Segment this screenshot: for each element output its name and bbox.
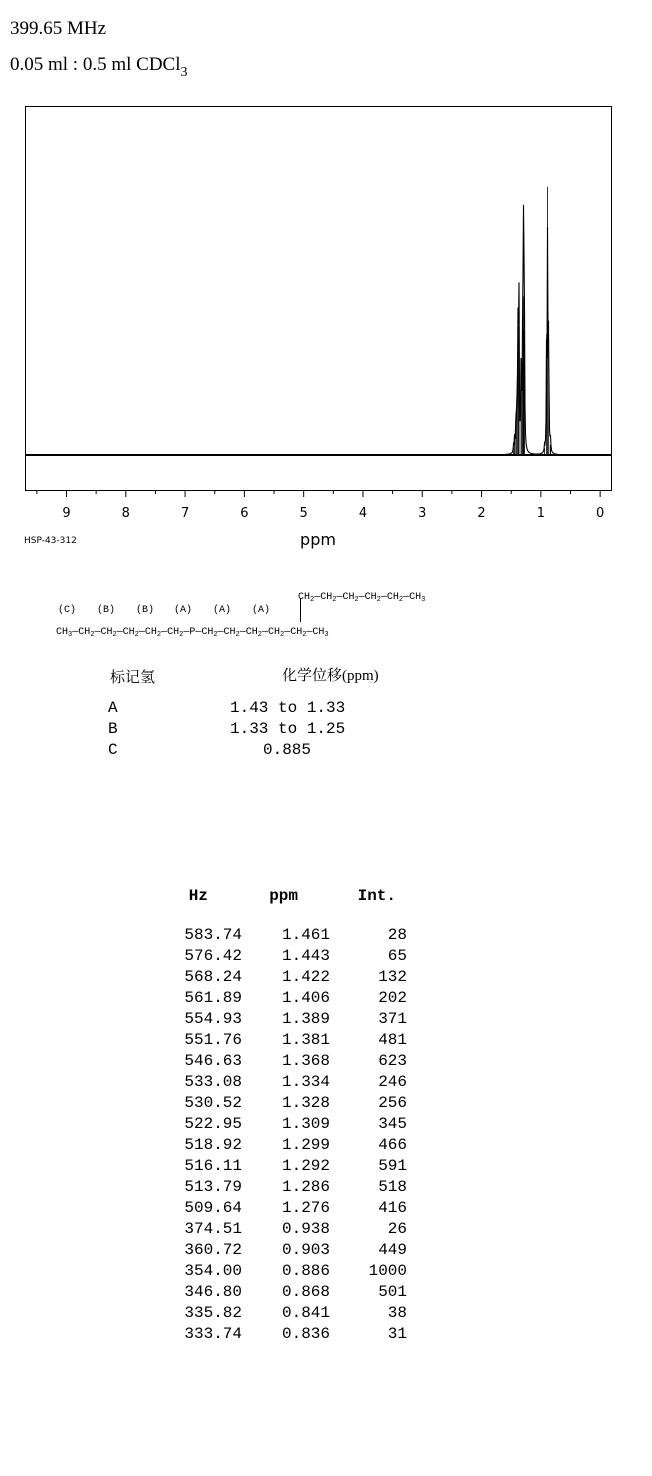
peak-row <box>168 1072 407 1093</box>
peak-row <box>168 1030 407 1051</box>
peak-ppm: 1.328 <box>281 1094 330 1112</box>
solvent-text: 0.05 ml : 0.5 ml CDCl <box>10 54 181 75</box>
assignment-shift: 1.43 to 1.33 <box>230 699 346 717</box>
hydrogen-labels <box>58 604 270 616</box>
peak-row <box>168 1303 407 1324</box>
peak-row <box>168 1240 407 1261</box>
peak-ppm: 1.406 <box>281 989 330 1007</box>
x-tick-label: 7 <box>180 506 190 521</box>
peak-int: 623 <box>378 1052 407 1070</box>
peak-ppm: 0.886 <box>281 1262 330 1280</box>
peak-ppm: 1.299 <box>281 1136 330 1154</box>
peak-hz: 530.52 <box>184 1094 242 1112</box>
assignment-row <box>108 699 345 717</box>
peak-int: 518 <box>378 1178 407 1196</box>
peak-int: 26 <box>387 1220 407 1238</box>
molecule-structure <box>0 0 652 650</box>
peak-int: 345 <box>378 1115 407 1133</box>
peak-int: 416 <box>378 1199 407 1217</box>
peak-ppm: 1.422 <box>281 968 330 986</box>
peak-row <box>168 925 407 946</box>
spectrometer-frequency: 399.65 MHz <box>10 18 107 39</box>
assignment-label: B <box>108 720 118 738</box>
label-b2: (B) <box>136 605 155 616</box>
peak-hz: 561.89 <box>184 989 242 1007</box>
label-a3: (A) <box>252 605 271 616</box>
peak-row <box>168 1114 407 1135</box>
assignment-row <box>108 741 311 759</box>
peak-ppm: 0.841 <box>281 1304 330 1322</box>
peak-ppm: 1.292 <box>281 1157 330 1175</box>
peak-hz: 533.08 <box>184 1073 242 1091</box>
main-chain: $CH_3—CH_2—CH_2—CH_2—CH_2—CH_2—P—CH_2—CH_2—CH_2—CH_2—CH_2—CH_3$ <box>56 627 329 639</box>
header-hz: Hz <box>188 887 208 905</box>
peak-int: 481 <box>378 1031 407 1049</box>
peak-row <box>168 1177 407 1198</box>
x-tick-label: 4 <box>358 506 368 521</box>
peak-hz: 333.74 <box>184 1325 242 1343</box>
peak-int: 591 <box>378 1157 407 1175</box>
peak-row <box>168 1051 407 1072</box>
assignment-label: C <box>108 741 118 759</box>
peak-int: 466 <box>378 1136 407 1154</box>
x-tick-label: 2 <box>477 506 486 521</box>
label-a1: (A) <box>174 605 193 616</box>
peak-row <box>168 1093 407 1114</box>
peak-row <box>168 1135 407 1156</box>
peak-int: 449 <box>378 1241 407 1259</box>
solvent-subscript: 3 <box>180 65 188 80</box>
peak-int: 246 <box>378 1073 407 1091</box>
x-tick-label: 6 <box>240 506 249 521</box>
label-c: (C) <box>58 605 77 616</box>
peak-hz: 335.82 <box>184 1304 242 1322</box>
peak-ppm: 0.903 <box>281 1241 330 1259</box>
peak-hz: 522.95 <box>184 1115 242 1133</box>
peak-hz: 583.74 <box>184 926 242 944</box>
upper-chain: $CH_2—CH_2—CH_2—CH_2—CH_2—CH_3$ <box>298 592 426 604</box>
peak-table <box>168 886 407 1345</box>
peak-row <box>168 1219 407 1240</box>
peak-int: 132 <box>378 968 407 986</box>
peak-row <box>168 1009 407 1030</box>
x-tick-label: 0 <box>596 506 605 521</box>
peak-hz: 509.64 <box>184 1199 242 1217</box>
peak-row <box>168 946 407 967</box>
peak-ppm: 1.443 <box>281 947 330 965</box>
peak-row <box>168 1198 407 1219</box>
peak-hz: 374.51 <box>184 1220 242 1238</box>
x-tick-label: 1 <box>536 506 545 521</box>
peak-int: 1000 <box>368 1262 407 1280</box>
peak-ppm: 1.389 <box>281 1010 330 1028</box>
peak-int: 28 <box>387 926 407 944</box>
header-int: Int. <box>357 887 396 905</box>
x-axis-label: ppm <box>300 530 336 549</box>
peak-hz: 513.79 <box>184 1178 242 1196</box>
peak-ppm: 1.286 <box>281 1178 330 1196</box>
label-a2: (A) <box>213 605 232 616</box>
x-tick-label: 5 <box>299 506 308 521</box>
peak-ppm: 1.461 <box>281 926 330 944</box>
assignment-row <box>108 720 345 738</box>
header-ppm: ppm <box>269 887 298 905</box>
peak-hz: 568.24 <box>184 968 242 986</box>
peak-hz: 554.93 <box>184 1010 242 1028</box>
peak-ppm: 0.836 <box>281 1325 330 1343</box>
peak-int: 31 <box>387 1325 407 1343</box>
peak-int: 38 <box>387 1304 407 1322</box>
peak-hz: 354.00 <box>184 1262 242 1280</box>
peak-ppm: 1.368 <box>281 1052 330 1070</box>
peak-hz: 518.92 <box>184 1136 242 1154</box>
x-tick-label: 9 <box>62 506 71 521</box>
peak-int: 256 <box>378 1094 407 1112</box>
assignment-shift: 0.885 <box>263 741 312 759</box>
peak-hz: 576.42 <box>184 947 242 965</box>
peak-ppm: 1.309 <box>281 1115 330 1133</box>
assignment-shift: 1.33 to 1.25 <box>230 720 346 738</box>
peak-hz: 360.72 <box>184 1241 242 1259</box>
peak-ppm: 0.868 <box>281 1283 330 1301</box>
peak-row <box>168 967 407 988</box>
peak-row <box>168 1324 407 1345</box>
spectrum-code: HSP-43-312 <box>24 536 77 546</box>
peak-ppm: 1.334 <box>281 1073 330 1091</box>
peak-row <box>168 1156 407 1177</box>
peak-ppm: 1.276 <box>281 1199 330 1217</box>
peak-ppm: 0.938 <box>281 1220 330 1238</box>
peak-hz: 516.11 <box>184 1157 242 1175</box>
peak-int: 202 <box>378 989 407 1007</box>
peak-hz: 546.63 <box>184 1052 242 1070</box>
peak-table-header <box>168 886 407 907</box>
peak-row <box>168 1261 407 1282</box>
assignment-header-shift: 化学位移(ppm) <box>282 668 379 684</box>
peak-table-body <box>168 925 407 1345</box>
x-tick-label: 8 <box>121 506 130 521</box>
peak-hz: 551.76 <box>184 1031 242 1049</box>
peak-int: 501 <box>378 1283 407 1301</box>
peak-ppm: 1.381 <box>281 1031 330 1049</box>
peak-hz: 346.80 <box>184 1283 242 1301</box>
peak-int: 371 <box>378 1010 407 1028</box>
label-b1: (B) <box>97 605 116 616</box>
peak-row <box>168 1282 407 1303</box>
x-tick-label: 3 <box>418 506 427 521</box>
assignment-label: A <box>108 699 118 717</box>
peak-int: 65 <box>387 947 407 965</box>
assignment-header-label: 标记氢 <box>110 670 156 686</box>
peak-row <box>168 988 407 1009</box>
